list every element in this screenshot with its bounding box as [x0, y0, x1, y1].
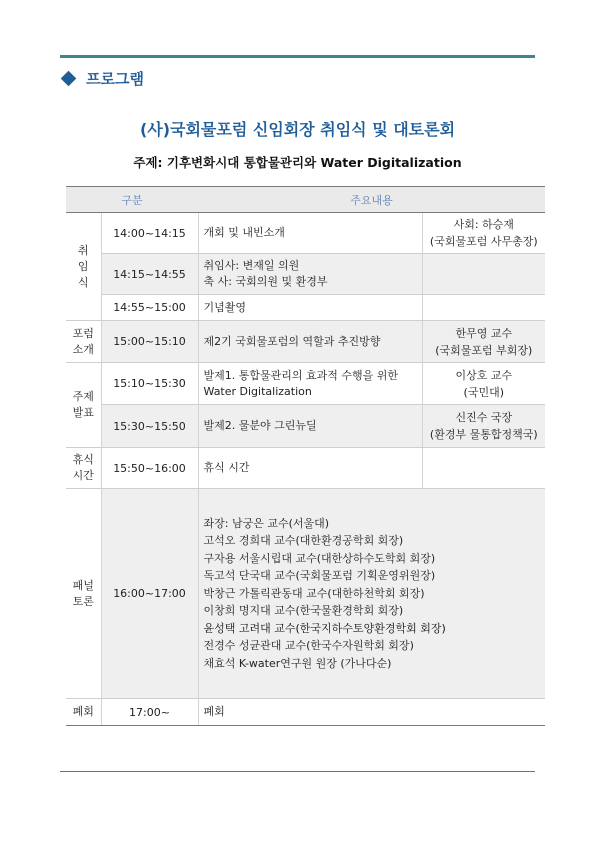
- content-cell: 취임사: 변재일 의원 축 사: 국회의원 및 환경부: [198, 254, 422, 295]
- header-content: 주요내용: [198, 187, 545, 213]
- category-forum: 포럼 소개: [66, 321, 101, 363]
- section-title: 프로그램: [86, 69, 144, 88]
- program-table: [66, 186, 545, 726]
- table-row: [66, 213, 545, 254]
- person-cell: [422, 448, 545, 489]
- table-row: [66, 489, 545, 699]
- person-cell: [422, 295, 545, 321]
- time-cell: 14:15~14:55: [101, 254, 198, 295]
- content-cell: 발제2. 물분야 그린뉴딜: [198, 405, 422, 448]
- person-cell: 신진수 국장 (환경부 물통합정책국): [422, 405, 545, 448]
- table-row: [66, 295, 545, 321]
- content-cell: 개회 및 내빈소개: [198, 213, 422, 254]
- panel-list: 좌장: 남궁은 교수(서울대) 고석오 경희대 교수(대한환경공학회 회장) 구자용 서울시립대 교수(대한상하수도학회 회장) 독고석 단국대 교수(국회물포럼 기획운영위원장) 박창근 가톨릭관동대 교수(대한하천학회 회장) 이창희 명지대 교수(한국물환경학회 회장) 윤성택 고려대 교수(한국지하수토양환경학회 회장) 전경수 성균관대 교수(한국수자원학회 회장) 채효석 K-water연구원 원장 (가나다순): [198, 489, 545, 699]
- time-cell: 14:00~14:15: [101, 213, 198, 254]
- event-title: (사)국회물포럼 신임회장 취임식 및 대토론회: [139, 120, 456, 139]
- event-subtitle: 주제: 기후변화시대 통합물관리와 Water Digitalization: [133, 155, 462, 170]
- table-row: [66, 363, 545, 405]
- time-cell: 16:00~17:00: [101, 489, 198, 699]
- content-cell: 발제1. 통합물관리의 효과적 수행을 위한 Water Digitalization: [198, 363, 422, 405]
- content-cell: 기념촬영: [198, 295, 422, 321]
- time-cell: 15:00~15:10: [101, 321, 198, 363]
- content-cell: 휴식 시간: [198, 448, 422, 489]
- section-heading: [63, 66, 144, 90]
- time-cell: 15:10~15:30: [101, 363, 198, 405]
- content-cell: 제2기 국회물포럼의 역할과 추진방향: [198, 321, 422, 363]
- time-cell: 15:50~16:00: [101, 448, 198, 489]
- category-close: 폐회: [66, 699, 101, 726]
- time-cell: 15:30~15:50: [101, 405, 198, 448]
- time-cell: 14:55~15:00: [101, 295, 198, 321]
- category-rest: 휴식 시간: [66, 448, 101, 489]
- header-category: 구분: [66, 187, 198, 213]
- table-row: [66, 699, 545, 726]
- table-row: [66, 405, 545, 448]
- category-keynote: 주제 발표: [66, 363, 101, 448]
- table-row: [66, 254, 545, 295]
- bottom-divider: [60, 771, 535, 772]
- top-divider: [60, 55, 535, 58]
- table-row: [66, 448, 545, 489]
- table-row: [66, 321, 545, 363]
- person-cell: [422, 254, 545, 295]
- person-cell: 사회: 하승재 (국회물포럼 사무총장): [422, 213, 545, 254]
- person-cell: 한무영 교수 (국회물포럼 부회장): [422, 321, 545, 363]
- table-header: [66, 187, 545, 213]
- content-cell: 폐회: [198, 699, 545, 726]
- category-inauguration: 취 임 식: [66, 213, 101, 321]
- diamond-bullet-icon: [61, 70, 77, 86]
- time-cell: 17:00~: [101, 699, 198, 726]
- person-cell: 이상호 교수 (국민대): [422, 363, 545, 405]
- category-panel: 패널 토론: [66, 489, 101, 699]
